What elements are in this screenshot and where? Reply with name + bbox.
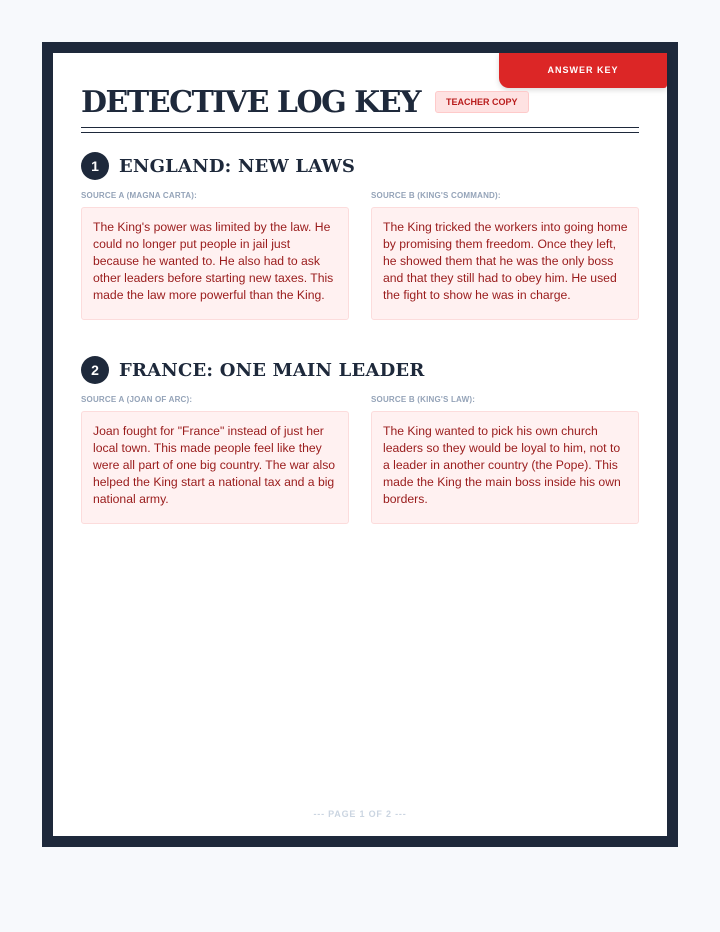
answer-box: The King's power was limited by the law. He could no longer put people in jail just because he wanted to. He also had to ask other leaders before starting new taxes. This made the law more powerful than the King. [81, 207, 349, 320]
source-label: SOURCE B (KING'S COMMAND): [371, 191, 501, 200]
section-header [81, 355, 639, 385]
section-number: 2 [81, 356, 109, 384]
answer-box: Joan fought for "France" instead of just her local town. This made people feel like they were all part of one big country. The war also helped the King start a national tax and a big national army. [81, 411, 349, 524]
page-frame [42, 42, 678, 847]
title-divider [81, 127, 639, 133]
section-header [81, 151, 639, 181]
worksheet-page [53, 53, 667, 836]
teacher-copy-badge: TEACHER COPY [435, 91, 529, 113]
sources-row [81, 394, 639, 524]
section-title: FRANCE: ONE MAIN LEADER [119, 359, 425, 381]
source-a [81, 190, 349, 320]
source-label: SOURCE A (JOAN OF ARC): [81, 395, 193, 404]
source-label: SOURCE B (KING'S LAW): [371, 395, 476, 404]
section-number: 1 [81, 152, 109, 180]
page-title: DETECTIVE LOG KEY [81, 84, 421, 120]
title-row [81, 81, 529, 123]
answer-key-tab: ANSWER KEY [499, 53, 667, 88]
section-england [81, 151, 639, 320]
source-label: SOURCE A (MAGNA CARTA): [81, 191, 197, 200]
sources-row [81, 190, 639, 320]
source-b [371, 190, 639, 320]
source-b [371, 394, 639, 524]
answer-box: The King wanted to pick his own church leaders so they would be loyal to him, not to a leader in another country (the Pope). This made the King the main boss inside his own borders. [371, 411, 639, 524]
page-indicator: --- PAGE 1 OF 2 --- [313, 809, 407, 819]
section-title: ENGLAND: NEW LAWS [119, 155, 356, 177]
answer-box: The King tricked the workers into going home by promising them freedom. Once they left, he showed them that he was the only boss and that they still had to obey him. He used the fight to show he was in charge. [371, 207, 639, 320]
source-a [81, 394, 349, 524]
section-france [81, 355, 639, 524]
